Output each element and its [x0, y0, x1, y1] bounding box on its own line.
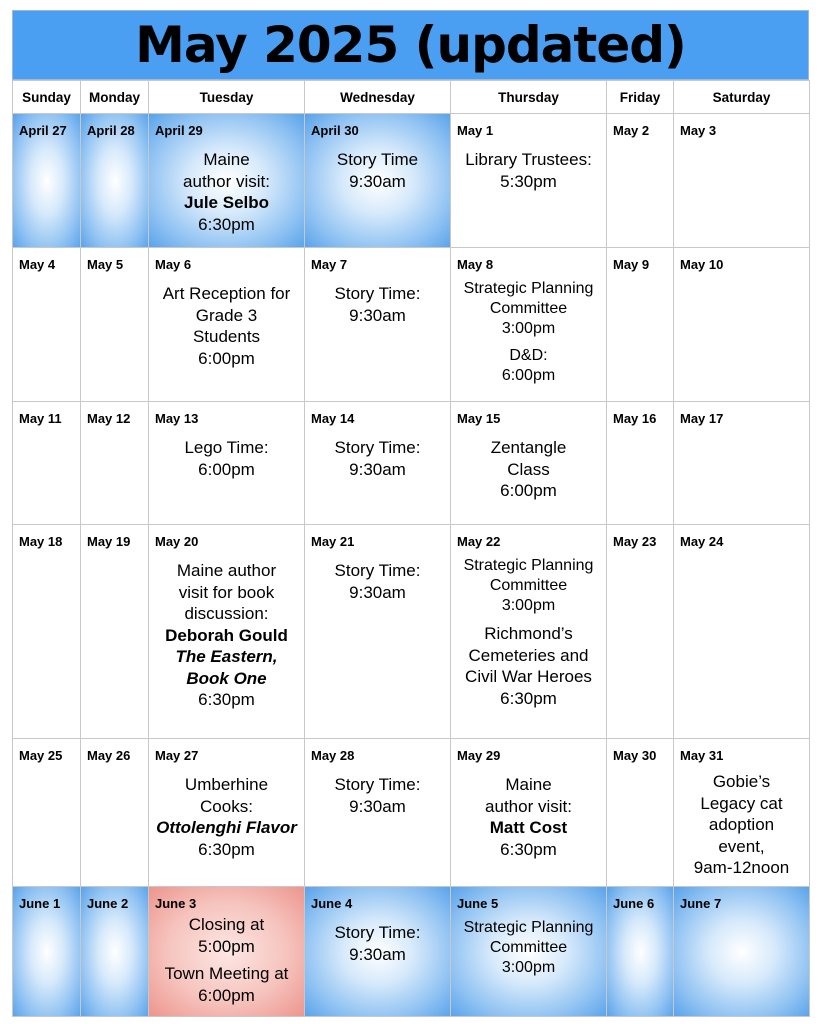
day-cell	[149, 248, 305, 402]
event-line: author visit:	[485, 796, 572, 816]
day-date: May 29	[457, 748, 501, 763]
event-line: Committee	[489, 939, 568, 956]
event-time: 6:30pm	[198, 690, 255, 709]
event-time: 6:30pm	[500, 688, 557, 708]
event-line: Closing at	[188, 915, 265, 934]
event-time: 3:00pm	[501, 597, 556, 614]
event	[305, 283, 450, 326]
event-line: Story Time:	[334, 561, 421, 580]
event-line: Legacy cat	[700, 793, 783, 813]
event-book-title: The Eastern,	[175, 647, 278, 666]
day-date: May 26	[87, 748, 131, 763]
calendar-grid	[12, 80, 810, 1017]
day-cell	[674, 887, 810, 1017]
event-line: Zentangle	[490, 438, 567, 457]
day-date: May 1	[457, 123, 494, 138]
day-date: May 9	[613, 257, 650, 272]
day-date: May 11	[19, 411, 62, 426]
day-cell	[305, 739, 451, 887]
calendar	[12, 10, 809, 1017]
week-row	[13, 248, 810, 402]
event-line: Maine author	[176, 561, 277, 580]
weekday-monday: Monday	[81, 81, 149, 114]
day-cell	[305, 402, 451, 525]
event-author: Matt Cost	[489, 818, 568, 837]
day-date: May 7	[311, 257, 348, 272]
day-cell	[305, 887, 451, 1017]
day-date: May 20	[155, 534, 199, 549]
event-line: Story Time	[336, 150, 419, 169]
event	[149, 149, 304, 235]
event	[149, 914, 304, 957]
event-line: Art Reception for	[162, 284, 291, 303]
day-date: May 16	[613, 411, 657, 426]
day-cell	[607, 887, 674, 1017]
calendar-title: May 2025 (updated)	[12, 10, 809, 80]
event-line: Grade 3	[195, 305, 258, 325]
event-line: Library Trustees:	[465, 150, 592, 169]
event	[451, 623, 606, 709]
day-date: June 6	[613, 896, 655, 911]
day-date: May 8	[457, 257, 494, 272]
weekday-thursday: Thursday	[451, 81, 607, 114]
event-line: Class	[507, 459, 550, 479]
day-cell	[13, 887, 81, 1017]
event-line: Maine	[505, 775, 552, 794]
event	[451, 279, 606, 339]
day-date: May 18	[19, 534, 63, 549]
day-cell	[674, 525, 810, 739]
event-line: Strategic Planning	[463, 557, 594, 574]
event	[149, 774, 304, 860]
event	[149, 283, 304, 369]
day-date: May 17	[680, 411, 724, 426]
event-line: Students	[192, 327, 261, 346]
event-time: 5:30pm	[500, 171, 557, 191]
day-date: May 10	[680, 257, 724, 272]
day-cell	[81, 114, 149, 248]
event-time: 9:30am	[349, 459, 406, 479]
weekday-sunday: Sunday	[13, 81, 81, 114]
day-cell	[13, 402, 81, 525]
day-date: June 3	[155, 896, 197, 911]
event-time: 6:00pm	[500, 481, 557, 500]
event-time: 6:30pm	[198, 839, 255, 859]
event	[451, 774, 606, 860]
week-row	[13, 887, 810, 1017]
day-cell	[305, 114, 451, 248]
day-cell	[607, 739, 674, 887]
event-line: Story Time:	[334, 438, 421, 457]
event-line: Richmond’s	[484, 624, 573, 643]
day-date: May 15	[457, 411, 501, 426]
event	[149, 963, 304, 1006]
day-date: May 28	[311, 748, 355, 763]
day-cell	[149, 402, 305, 525]
day-cell	[81, 739, 149, 887]
day-date: May 27	[155, 748, 199, 763]
event-line: Committee	[489, 300, 568, 317]
event	[305, 922, 450, 965]
event-line: Committee	[489, 577, 568, 594]
event-line: Strategic Planning	[463, 280, 594, 297]
day-date: April 29	[155, 123, 203, 138]
week-row	[13, 739, 810, 887]
event-line: D&D:	[509, 347, 548, 364]
event-time: 6:00pm	[501, 367, 556, 384]
event-line: adoption	[708, 815, 775, 834]
event-time: 9:30am	[349, 582, 406, 602]
day-cell	[305, 248, 451, 402]
day-date: May 23	[613, 534, 657, 549]
event	[451, 346, 606, 386]
event-author: Jule Selbo	[183, 193, 270, 212]
day-date: May 19	[87, 534, 131, 549]
event-line: Civil War Heroes	[465, 667, 592, 686]
day-cell	[674, 402, 810, 525]
day-cell	[607, 114, 674, 248]
event-line: Lego Time:	[184, 438, 269, 457]
day-cell	[13, 739, 81, 887]
event-line: discussion:	[184, 604, 269, 623]
day-date: May 21	[311, 534, 355, 549]
event-line: visit for book	[178, 582, 275, 602]
day-cell	[674, 248, 810, 402]
day-date: May 6	[155, 257, 192, 272]
event-line: Gobie’s	[712, 772, 771, 791]
day-cell	[149, 739, 305, 887]
day-cell	[607, 248, 674, 402]
day-cell	[149, 114, 305, 248]
event-book-title: Book One	[186, 668, 267, 688]
day-date: May 3	[680, 123, 717, 138]
day-cell	[13, 114, 81, 248]
event-line: Cooks:	[200, 796, 253, 816]
event-time: 9am-12noon	[693, 858, 790, 877]
event-line: author visit:	[183, 171, 270, 191]
week-row	[13, 114, 810, 248]
event-time: 5:00pm	[198, 936, 255, 956]
day-cell	[13, 248, 81, 402]
event-book-title: Ottolenghi Flavor	[156, 818, 297, 837]
event	[149, 437, 304, 480]
event-time: 6:00pm	[198, 459, 255, 479]
day-cell	[607, 402, 674, 525]
weekday-header-row	[13, 81, 810, 114]
event	[451, 556, 606, 616]
day-date: May 30	[613, 748, 657, 763]
day-date: June 7	[680, 896, 722, 911]
event-time: 9:30am	[349, 796, 406, 816]
day-cell	[149, 887, 305, 1017]
day-cell	[451, 887, 607, 1017]
event	[674, 771, 809, 879]
day-date: June 4	[311, 896, 353, 911]
event	[451, 918, 606, 978]
day-date: April 27	[19, 123, 67, 138]
day-cell	[451, 402, 607, 525]
event	[451, 437, 606, 502]
event-time: 6:30pm	[198, 214, 255, 234]
day-date: June 2	[87, 896, 129, 911]
event	[305, 149, 450, 192]
day-date: May 25	[19, 748, 63, 763]
day-cell	[81, 887, 149, 1017]
day-cell	[451, 248, 607, 402]
day-cell	[81, 248, 149, 402]
event-author: Deborah Gould	[165, 625, 288, 645]
event-line: Maine	[203, 150, 250, 169]
event	[305, 560, 450, 603]
week-row	[13, 402, 810, 525]
event-line: Cemeteries and	[468, 645, 589, 665]
day-cell	[674, 739, 810, 887]
day-cell	[607, 525, 674, 739]
event-line: Story Time:	[334, 923, 421, 942]
event-line: Strategic Planning	[463, 919, 594, 936]
day-date: May 2	[613, 123, 650, 138]
day-date: April 30	[311, 123, 359, 138]
day-cell	[451, 525, 607, 739]
event-time: 9:30am	[349, 171, 406, 191]
event-time: 3:00pm	[501, 959, 556, 976]
day-cell	[81, 525, 149, 739]
event-time: 6:00pm	[198, 985, 255, 1005]
day-cell	[451, 739, 607, 887]
weekday-friday: Friday	[607, 81, 674, 114]
event-line: Town Meeting at	[164, 964, 289, 983]
day-cell	[13, 525, 81, 739]
weekday-tuesday: Tuesday	[149, 81, 305, 114]
day-date: May 24	[680, 534, 724, 549]
day-date: June 5	[457, 896, 499, 911]
event	[149, 560, 304, 711]
day-date: May 31	[680, 748, 724, 763]
weekday-wednesday: Wednesday	[305, 81, 451, 114]
weekday-saturday: Saturday	[674, 81, 810, 114]
day-cell	[149, 525, 305, 739]
event-time: 6:00pm	[198, 348, 255, 368]
event-time: 9:30am	[349, 305, 406, 325]
event-time: 3:00pm	[501, 320, 556, 337]
day-date: May 12	[87, 411, 131, 426]
event	[305, 437, 450, 480]
event	[305, 774, 450, 817]
event-time: 9:30am	[349, 944, 406, 964]
event-line: Story Time:	[334, 775, 421, 794]
day-date: May 13	[155, 411, 199, 426]
day-cell	[305, 525, 451, 739]
event-line: event,	[718, 836, 765, 856]
day-date: May 22	[457, 534, 501, 549]
week-row	[13, 525, 810, 739]
day-date: May 4	[19, 257, 56, 272]
day-date: June 1	[19, 896, 61, 911]
event-line: Umberhine	[184, 775, 269, 794]
day-cell	[451, 114, 607, 248]
day-date: May 14	[311, 411, 355, 426]
day-cell	[81, 402, 149, 525]
day-date: May 5	[87, 257, 124, 272]
event	[451, 149, 606, 192]
event-time: 6:30pm	[500, 839, 557, 859]
day-cell	[674, 114, 810, 248]
day-date: April 28	[87, 123, 135, 138]
event-line: Story Time:	[334, 284, 421, 303]
